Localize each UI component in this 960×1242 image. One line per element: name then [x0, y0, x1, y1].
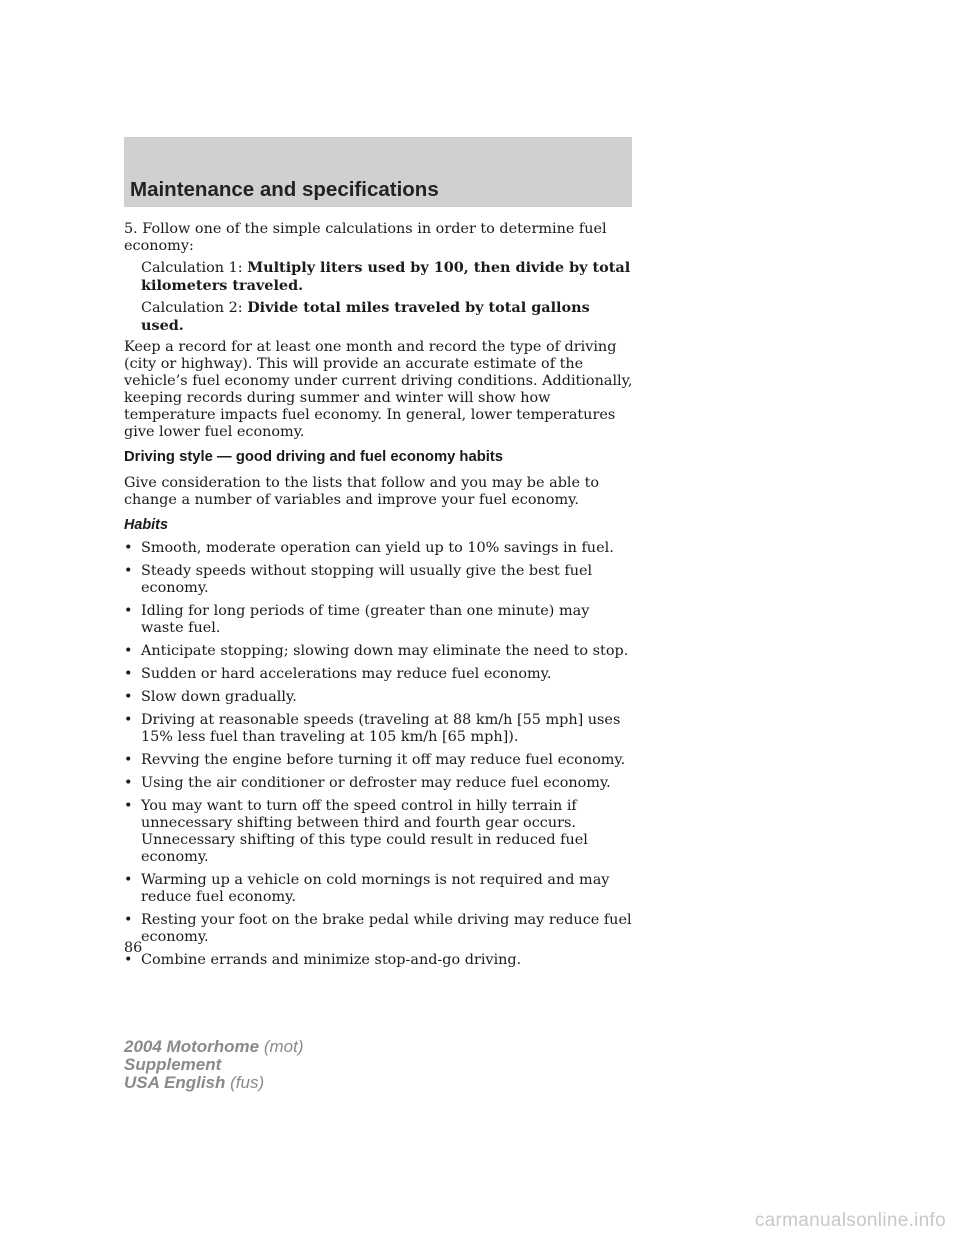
habits-heading: Habits: [124, 517, 168, 533]
habit-text: Sudden or hard accelerations may reduce fuel economy.: [141, 666, 552, 682]
calculation-2: [124, 299, 636, 335]
footer-language: USA English: [124, 1073, 226, 1092]
calculation-2-formula: Divide total miles traveled by total gallons used.: [141, 299, 590, 334]
bullet-icon: •: [124, 643, 133, 659]
habit-item: [124, 603, 636, 637]
habits-list: [124, 540, 636, 969]
habit-item: [124, 689, 636, 706]
document-footer: [124, 1038, 303, 1092]
step-5-text: 5. Follow one of the simple calculations in order to determine fuel economy:: [124, 221, 607, 254]
bullet-icon: •: [124, 712, 133, 728]
bullet-icon: •: [124, 752, 133, 768]
driving-style-heading: Driving style — good driving and fuel economy habits: [124, 449, 504, 465]
habit-item: [124, 666, 636, 683]
habit-text: Steady speeds without stopping will usually give the best fuel economy.: [141, 563, 593, 596]
habit-text: Resting your foot on the brake pedal while driving may reduce fuel economy.: [141, 912, 632, 945]
record-paragraph: Keep a record for at least one month and record the type of driving (city or highway). This will provide an accurate estimate of the vehicle’s fuel economy under current driving conditions. Additionally, keeping records during summer and winter will show how temperature impacts fuel economy. In general, lower temperatures give lower fuel economy.: [124, 339, 633, 440]
footer-line-2: Supplement: [124, 1055, 222, 1074]
footer-model: 2004 Motorhome: [124, 1037, 260, 1056]
habit-text: Combine errands and minimize stop-and-go driving.: [141, 952, 522, 968]
bullet-icon: •: [124, 603, 133, 619]
habit-text: Anticipate stopping; slowing down may eliminate the need to stop.: [141, 643, 629, 659]
calculation-1-formula: Multiply liters used by 100, then divide by total kilometers traveled.: [141, 259, 631, 294]
habit-item: [124, 712, 636, 746]
habit-item: [124, 952, 636, 969]
habit-item: [124, 563, 636, 597]
habit-item: [124, 775, 636, 792]
habit-text: Warming up a vehicle on cold mornings is not required and may reduce fuel economy.: [141, 872, 610, 905]
watermark-text: carmanualsonline.info: [754, 1210, 946, 1231]
footer-model-code: (mot): [259, 1037, 304, 1056]
section-title: Maintenance and specifications: [130, 178, 439, 201]
habit-item: [124, 798, 636, 866]
calculation-2-label: Calculation 2:: [141, 300, 248, 316]
page-number: 86: [124, 940, 143, 956]
habit-item: [124, 643, 636, 660]
bullet-icon: •: [124, 798, 133, 814]
bullet-icon: •: [124, 689, 133, 705]
footer-language-code: (fus): [225, 1073, 265, 1092]
habit-item: [124, 540, 636, 557]
bullet-icon: •: [124, 775, 133, 791]
footer-line-1: [124, 1038, 303, 1056]
bullet-icon: •: [124, 666, 133, 682]
page-content: [124, 221, 636, 975]
habit-text: Revving the engine before turning it off may reduce fuel economy.: [141, 752, 626, 768]
habit-text: Driving at reasonable speeds (traveling at 88 km/h [55 mph] uses 15% less fuel than traveling at 105 km/h [65 mph]).: [141, 712, 621, 745]
habit-item: [124, 912, 636, 946]
habit-text: You may want to turn off the speed control in hilly terrain if unnecessary shifting between third and fourth gear occurs. Unnecessary shifting of this type could result in reduced fuel economy.: [141, 798, 588, 865]
bullet-icon: •: [124, 872, 133, 888]
habit-item: [124, 872, 636, 906]
calculation-1-label: Calculation 1:: [141, 260, 248, 276]
bullet-icon: •: [124, 563, 133, 579]
bullet-icon: •: [124, 912, 133, 928]
driving-style-paragraph: Give consideration to the lists that follow and you may be able to change a number of variables and improve your fuel economy.: [124, 475, 600, 508]
habit-text: Slow down gradually.: [141, 689, 297, 705]
habit-text: Idling for long periods of time (greater than one minute) may waste fuel.: [141, 603, 590, 636]
calculation-1: [124, 259, 636, 295]
habit-text: Using the air conditioner or defroster may reduce fuel economy.: [141, 775, 611, 791]
habit-item: [124, 752, 636, 769]
habit-text: Smooth, moderate operation can yield up to 10% savings in fuel.: [141, 540, 614, 556]
bullet-icon: •: [124, 540, 133, 556]
bullet-icon: •: [124, 952, 133, 968]
section-header-band: [124, 137, 632, 207]
footer-line-3: [124, 1074, 303, 1092]
